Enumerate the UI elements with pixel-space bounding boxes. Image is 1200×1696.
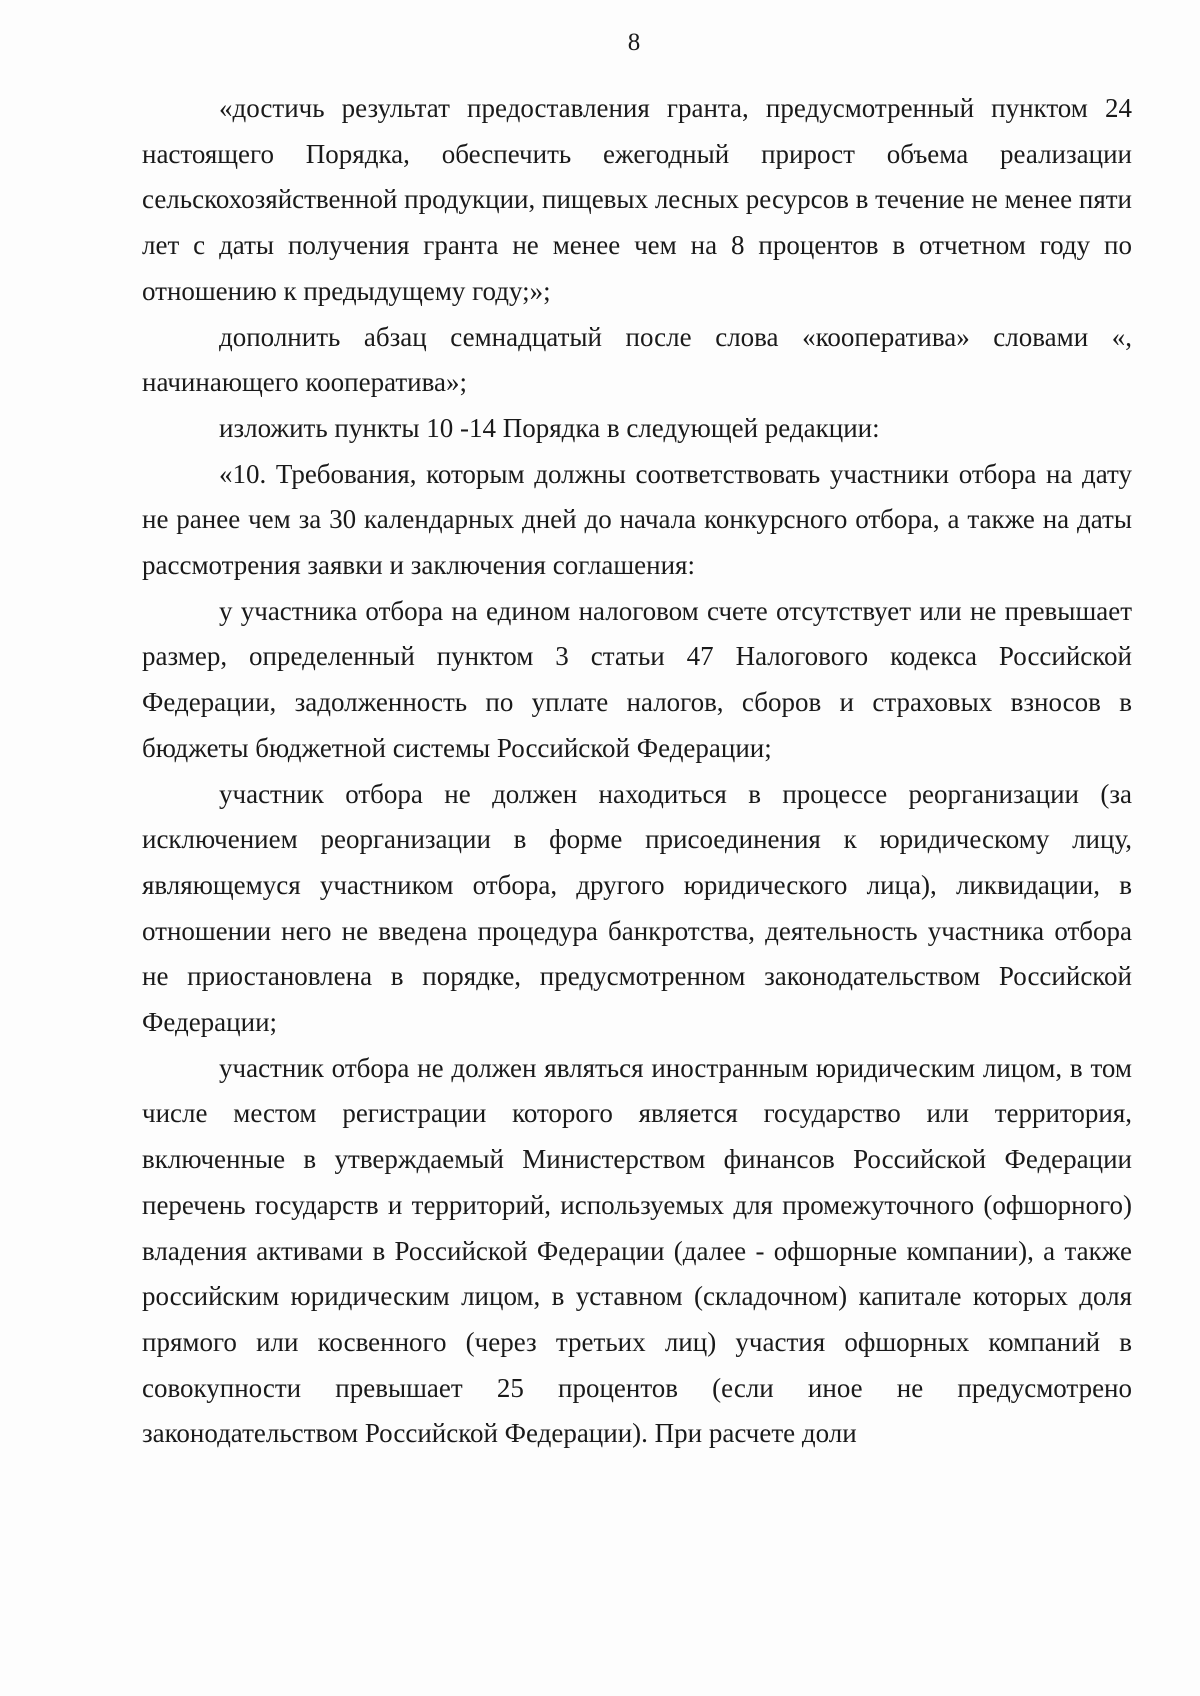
paragraph-tax-debt: у участника отбора на едином налоговом счете отсутствует или не превышает размер, определенный пунктом 3 статьи 47 Налогового кодекса Российской Федерации, задолженность по уплате налогов, сборов и страховых взносов в бюджеты бюджетной системы Российской Федерации; [142,595,1132,763]
paragraph-requirements-10: «10. Требования, которым должны соответствовать участники отбора на дату не ранее чем за 30 календарных дней до начала конкурсного отбора, а также на даты рассмотрения заявки и заключения соглашения: [142,458,1132,581]
paragraph-reorganization: участник отбора не должен находиться в процессе реорганизации (за исключением реорганизации в форме присоединения к юридическому лицу, являющемуся участником отбора, другого юридического лица), ликвидации, в отношении него не введена процедура банкротства, деятельность участника отбора не приостановлена в порядке, предусмотренном законодательством Российской Федерации; [142,778,1132,1038]
paragraph-offshore: участник отбора не должен являться иностранным юридическим лицом, в том числе местом регистрации которого является государство или территория, включенные в утверждаемый Министерством финансов Российской Федерации перечень государств и территорий, используемых для промежуточного (офшорного) владения активами в Российской Федерации (далее - офшорные компании), а также российским юридическим лицом, в уставном (складочном) капитале которых доля прямого или косвенного (через третьих лиц) участия офшорных компаний в совокупности превышает 25 процентов (если иное не предусмотрено законодательством Российской Федерации). При расчете доли [142,1052,1132,1449]
paragraph-amend-seventeenth: дополнить абзац семнадцатый после слова «кооператива» словами «, начинающего кооператива»; [142,321,1132,398]
paragraph-grant-result: «достичь результат предоставления гранта, предусмотренный пунктом 24 настоящего Порядка, обеспечить ежегодный прирост объема реализации сельскохозяйственной продукции, пищевых лесных ресурсов в течение не менее пяти лет с даты получения гранта не менее чем на 8 процентов в отчетном году по отношению к предыдущему году;»; [142,93,1132,306]
document-body [142,86,1132,1457]
page-number: 8 [627,29,641,56]
paragraph-restate-points: изложить пункты 10 -14 Порядка в следующей редакции: [219,412,880,443]
